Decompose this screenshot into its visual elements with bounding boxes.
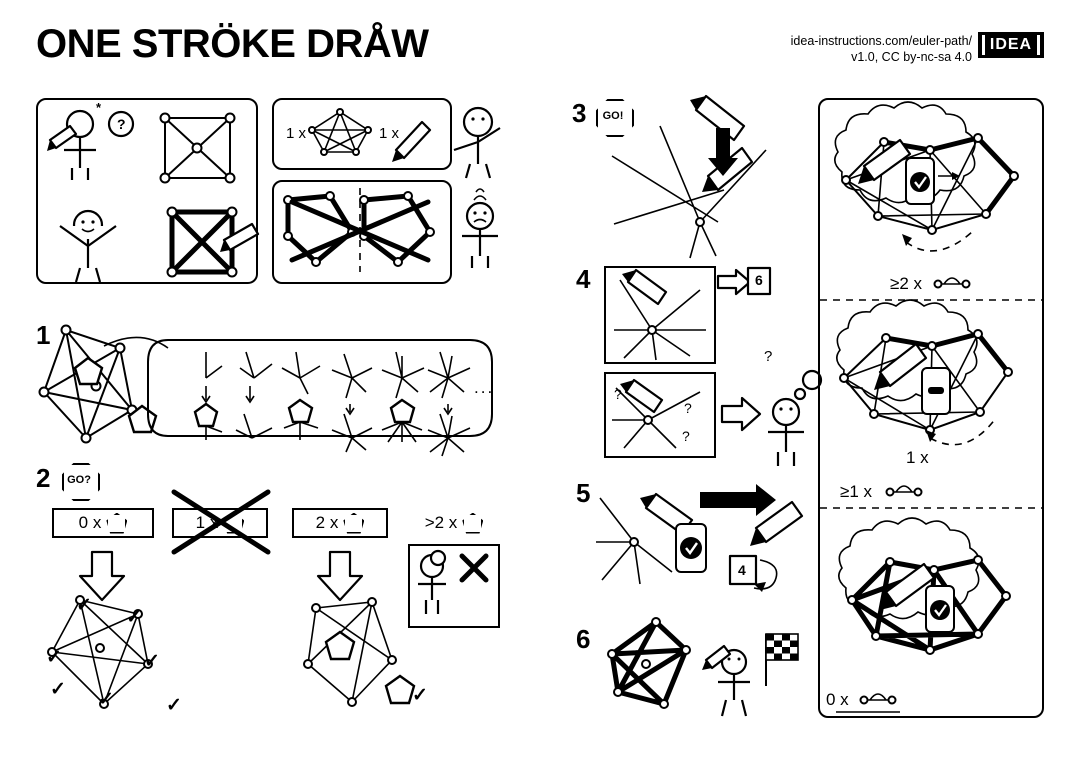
count-option-0-label: 0 x bbox=[78, 513, 102, 532]
count-pencil-label: 1 x bbox=[379, 125, 400, 142]
ellipsis-label: ... bbox=[474, 378, 495, 397]
check-icon: ✓ bbox=[412, 685, 428, 706]
example-row-3 bbox=[836, 518, 1010, 712]
question-mark-icon-a: ? bbox=[614, 386, 622, 402]
count-option-1-label: 1 x bbox=[195, 513, 219, 532]
example-row-1 bbox=[835, 102, 1018, 288]
bridge-icon-3 bbox=[861, 694, 896, 704]
source-url: idea-instructions.com/euler-path/ bbox=[790, 34, 972, 48]
count-option-2-label: 2 x bbox=[315, 513, 339, 532]
row3-bridge-count: 0 x bbox=[826, 690, 849, 709]
check-icon: ✓ bbox=[144, 651, 160, 672]
check-icon: ✓ bbox=[166, 695, 182, 716]
step-3-number: 3 bbox=[572, 98, 587, 128]
license-version: v1.0, CC by-nc-sa 4.0 bbox=[851, 50, 972, 64]
goto-6-label[interactable]: 6 bbox=[755, 272, 763, 288]
go-badge-step2[interactable]: GO? bbox=[62, 463, 96, 497]
svg-text:*: * bbox=[96, 100, 102, 115]
question-mark-icon: ? bbox=[117, 116, 126, 132]
question-mark-icon-thought: ? bbox=[764, 348, 773, 365]
question-mark-icon-c: ? bbox=[682, 428, 690, 444]
bridge-icon bbox=[935, 278, 970, 288]
count-graph-label: 1 x bbox=[286, 125, 307, 142]
step-6-number: 6 bbox=[576, 624, 591, 654]
check-icon: ✓ bbox=[50, 679, 66, 700]
check-icon: ✓ bbox=[98, 689, 114, 710]
row2-bridge-count-b: ≥1 x bbox=[840, 482, 873, 501]
idea-logo: IDEA bbox=[978, 32, 1044, 58]
check-icon: ✓ bbox=[46, 647, 62, 668]
go-badge-step3[interactable]: GO! bbox=[596, 99, 630, 133]
bridge-icon-2 bbox=[887, 486, 922, 496]
step-4-number: 4 bbox=[576, 264, 591, 294]
page-title: ONE STRÖKE DRÅW bbox=[36, 22, 429, 66]
goto-4-label[interactable]: 4 bbox=[738, 562, 746, 578]
step-5-number: 5 bbox=[576, 478, 591, 508]
step-1-number: 1 bbox=[36, 320, 51, 350]
check-icon: ✓ bbox=[76, 595, 92, 616]
check-icon: ✓ bbox=[126, 607, 142, 628]
row2-bridge-count-a: 1 x bbox=[906, 448, 929, 467]
question-mark-icon-b: ? bbox=[684, 400, 692, 416]
step-2-number: 2 bbox=[36, 463, 51, 493]
count-option-3-label: >2 x bbox=[424, 513, 458, 532]
row1-bridge-count: ≥2 x bbox=[890, 274, 923, 293]
